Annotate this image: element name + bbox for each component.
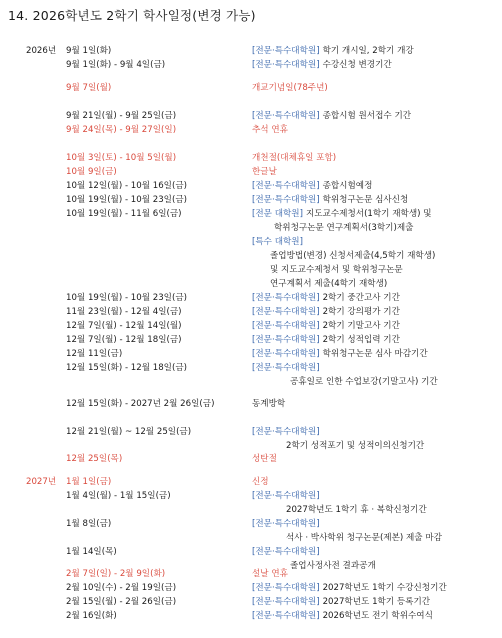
schedule-date: 10월 9일(금) xyxy=(66,167,117,177)
schedule-row xyxy=(0,109,502,123)
graduate-school-label: [전문·특수대학원] xyxy=(252,46,320,56)
event-text: 2학기 기말고사 기간 xyxy=(322,321,400,331)
schedule-date: 2월 16일(화) xyxy=(66,611,117,621)
graduate-school-label: [전문·특수대학원] xyxy=(252,181,320,191)
event-text: 수강신청 변경기간 xyxy=(322,60,392,70)
event-text: 학위청구논문 심사신청 xyxy=(322,195,409,205)
schedule-description xyxy=(252,165,277,179)
schedule-row xyxy=(0,595,502,609)
graduate-school-label: [전문·특수대학원] xyxy=(252,335,320,345)
schedule-date: 1월 14일(목) xyxy=(66,547,117,557)
schedule-description xyxy=(252,361,323,375)
schedule-row xyxy=(0,193,502,207)
schedule-date: 2월 10일(수) - 2월 19일(금) xyxy=(66,583,177,593)
graduate-school-label: [전문·특수대학원] xyxy=(252,111,320,121)
event-text: 한글날 xyxy=(252,167,277,177)
schedule-row xyxy=(0,123,502,137)
graduate-school-label: [전문·특수대학원] xyxy=(252,597,320,607)
schedule-date: 12월 15일(화) - 12월 18일(금) xyxy=(66,363,187,373)
event-text: 종합시험 원서접수 기간 xyxy=(322,111,412,121)
graduate-school-label: [전문·특수대학원] xyxy=(252,519,320,529)
event-text: 2학기 중간고사 기간 xyxy=(322,293,400,303)
event-text-continuation: 연구계획서 제출(4학기 재학생) xyxy=(270,279,388,289)
schedule-date: 10월 19일(월) - 10월 23일(금) xyxy=(66,195,187,205)
schedule-date: 11월 23일(월) - 12월 4일(금) xyxy=(66,307,182,317)
schedule-date: 10월 12일(월) - 10월 16일(금) xyxy=(66,181,187,191)
graduate-school-label: [전문·특수대학원] xyxy=(252,363,320,373)
event-text: 성탄절 xyxy=(252,454,277,464)
schedule-description xyxy=(252,151,336,165)
schedule-date: 1월 8일(금) xyxy=(66,519,112,529)
event-text: 2학기 강의평가 기간 xyxy=(322,307,400,317)
schedule-description xyxy=(252,333,400,347)
graduate-school-label: [전문·특수대학원] xyxy=(252,547,320,557)
event-text: 2026학년도 전기 학위수여식 xyxy=(322,611,433,621)
schedule-description xyxy=(252,595,430,609)
event-text-continuation: 졸업사정사전 결과공개 xyxy=(290,561,376,571)
schedule-date: 10월 19일(월) - 11월 6일(금) xyxy=(66,209,182,219)
schedule-date: 10월 19일(월) - 10월 23일(금) xyxy=(66,293,187,303)
schedule-row xyxy=(0,347,502,361)
schedule-date: 10월 3일(토) - 10월 5일(월) xyxy=(66,153,177,163)
schedule-date: 9월 1일(화) xyxy=(66,46,112,56)
schedule-row xyxy=(0,609,502,623)
event-text-continuation: 2027학년도 1학기 휴 · 복학신청기간 xyxy=(286,505,427,515)
schedule-date: 1월 1일(금) xyxy=(66,477,112,487)
graduate-school-label: [전문·특수대학원] xyxy=(252,611,320,621)
event-text: 종합시험예정 xyxy=(322,181,373,191)
schedule-description xyxy=(252,425,323,439)
schedule-description xyxy=(252,347,428,361)
schedule-description xyxy=(252,179,372,193)
event-text-continuation: 석사 · 박사학위 청구논문(제본) 제출 마감 xyxy=(286,533,442,543)
schedule-row xyxy=(0,581,502,595)
schedule-date: 12월 7일(월) - 12월 18일(금) xyxy=(66,335,182,345)
graduate-school-label: [전문·특수대학원] xyxy=(252,195,320,205)
schedule-date: 9월 7일(월) xyxy=(66,83,112,93)
schedule-description xyxy=(252,291,400,305)
schedule-date: 12월 7일(월) - 12월 14일(월) xyxy=(66,321,182,331)
graduate-school-label: [전문·특수대학원] xyxy=(252,321,320,331)
event-text-continuation: 학위청구논문 연구계획서(3학기)제출 xyxy=(274,223,414,233)
schedule-date: 9월 21일(월) - 9월 25일(금) xyxy=(66,111,177,121)
event-text-continuation: 2학기 성적포기 및 성적이의신청기간 xyxy=(286,441,425,451)
schedule-row xyxy=(0,58,502,72)
graduate-school-label: [전문·특수대학원] xyxy=(252,60,320,70)
schedule-row xyxy=(0,452,502,466)
event-text-continuation: 졸업방법(변경) 신청서제출(4,5학기 재학생) xyxy=(270,251,436,261)
schedule-description xyxy=(252,123,288,137)
schedule-row xyxy=(0,179,502,193)
event-text: 학위청구논문 심사 마감기간 xyxy=(322,349,428,359)
schedule-date: 12월 21일(월) ~ 12월 25일(금) xyxy=(66,427,192,437)
schedule-row xyxy=(0,425,502,439)
schedule-description xyxy=(252,452,277,466)
schedule-description xyxy=(252,58,392,72)
event-text: 2027학년도 1학기 등록기간 xyxy=(322,597,431,607)
event-text: 설날 연휴 xyxy=(252,569,288,579)
schedule-date: 9월 1일(화) - 9월 4일(금) xyxy=(66,60,166,70)
event-text: 지도교수제청서(1학기 재학생) 및 xyxy=(305,209,432,219)
schedule-date: 12월 25일(목) xyxy=(66,454,123,464)
schedule-description xyxy=(252,193,408,207)
event-text: 동계방학 xyxy=(252,399,286,409)
schedule-description xyxy=(252,397,285,411)
schedule-row xyxy=(0,207,502,221)
schedule-row xyxy=(0,397,502,411)
schedule-description xyxy=(252,609,433,623)
event-text: 2027학년도 1학기 수강신청기간 xyxy=(322,583,447,593)
year-label: 2026년 xyxy=(26,46,57,56)
schedule-description xyxy=(252,581,447,595)
event-text-continuation: 공휴일로 인한 수업보강(기말고사) 기간 xyxy=(290,377,438,387)
event-text: 개천절(대체휴일 포함) xyxy=(252,153,337,163)
schedule-description xyxy=(252,207,432,221)
schedule-date: 12월 11일(금) xyxy=(66,349,123,359)
schedule-description xyxy=(252,305,400,319)
event-text: 2학기 성적입력 기간 xyxy=(322,335,400,345)
schedule-row xyxy=(0,489,502,503)
event-text: 개교기념일(78주년) xyxy=(252,83,328,93)
schedule-row xyxy=(0,567,502,581)
schedule-description xyxy=(252,44,414,58)
schedule-description xyxy=(252,475,269,489)
schedule-description xyxy=(252,545,323,559)
schedule-row xyxy=(0,151,502,165)
schedule-description xyxy=(252,81,328,95)
schedule-description xyxy=(252,319,400,333)
graduate-school-label: [전문·특수대학원] xyxy=(252,427,320,437)
event-text: 학기 개시일, 2학기 개강 xyxy=(322,46,414,56)
schedule-row xyxy=(0,305,502,319)
graduate-school-label: [전문·특수대학원] xyxy=(252,583,320,593)
schedule-row xyxy=(0,333,502,347)
schedule-description xyxy=(252,567,288,581)
schedule-row xyxy=(0,361,502,375)
event-text: 신정 xyxy=(252,477,269,487)
schedule-description xyxy=(252,109,411,123)
schedule-row xyxy=(0,475,502,489)
schedule-row xyxy=(0,545,502,559)
schedule-date: 2월 7일(일) - 2월 9일(화) xyxy=(66,569,166,579)
schedule-row xyxy=(0,291,502,305)
schedule-date: 2월 15일(월) - 2월 26일(금) xyxy=(66,597,177,607)
graduate-school-label: [전문 대학원] xyxy=(252,209,303,219)
schedule-row xyxy=(0,517,502,531)
schedule-row xyxy=(0,165,502,179)
graduate-school-label: [전문·특수대학원] xyxy=(252,293,320,303)
schedule-date: 12월 15일(화) - 2027년 2월 26일(금) xyxy=(66,399,215,409)
schedule-row xyxy=(0,44,502,58)
page-title: 14. 2026학년도 2학기 학사일정(변경 가능) xyxy=(8,8,256,23)
event-text: 추석 연휴 xyxy=(252,125,288,135)
schedule-date: 9월 24일(목) - 9월 27일(일) xyxy=(66,125,177,135)
graduate-school-label: [전문·특수대학원] xyxy=(252,349,320,359)
graduate-school-label: [전문·특수대학원] xyxy=(252,307,320,317)
schedule-date: 1월 4일(월) - 1월 15일(금) xyxy=(66,491,171,501)
graduate-school-label: [특수 대학원] xyxy=(252,237,303,247)
schedule-row xyxy=(0,319,502,333)
schedule-description xyxy=(252,489,323,503)
event-text-continuation: 및 지도교수제청서 및 학위청구논문 xyxy=(270,265,403,275)
schedule-row xyxy=(0,81,502,95)
graduate-school-label: [전문·특수대학원] xyxy=(252,491,320,501)
schedule-description xyxy=(252,517,323,531)
year-label: 2027년 xyxy=(26,477,57,487)
